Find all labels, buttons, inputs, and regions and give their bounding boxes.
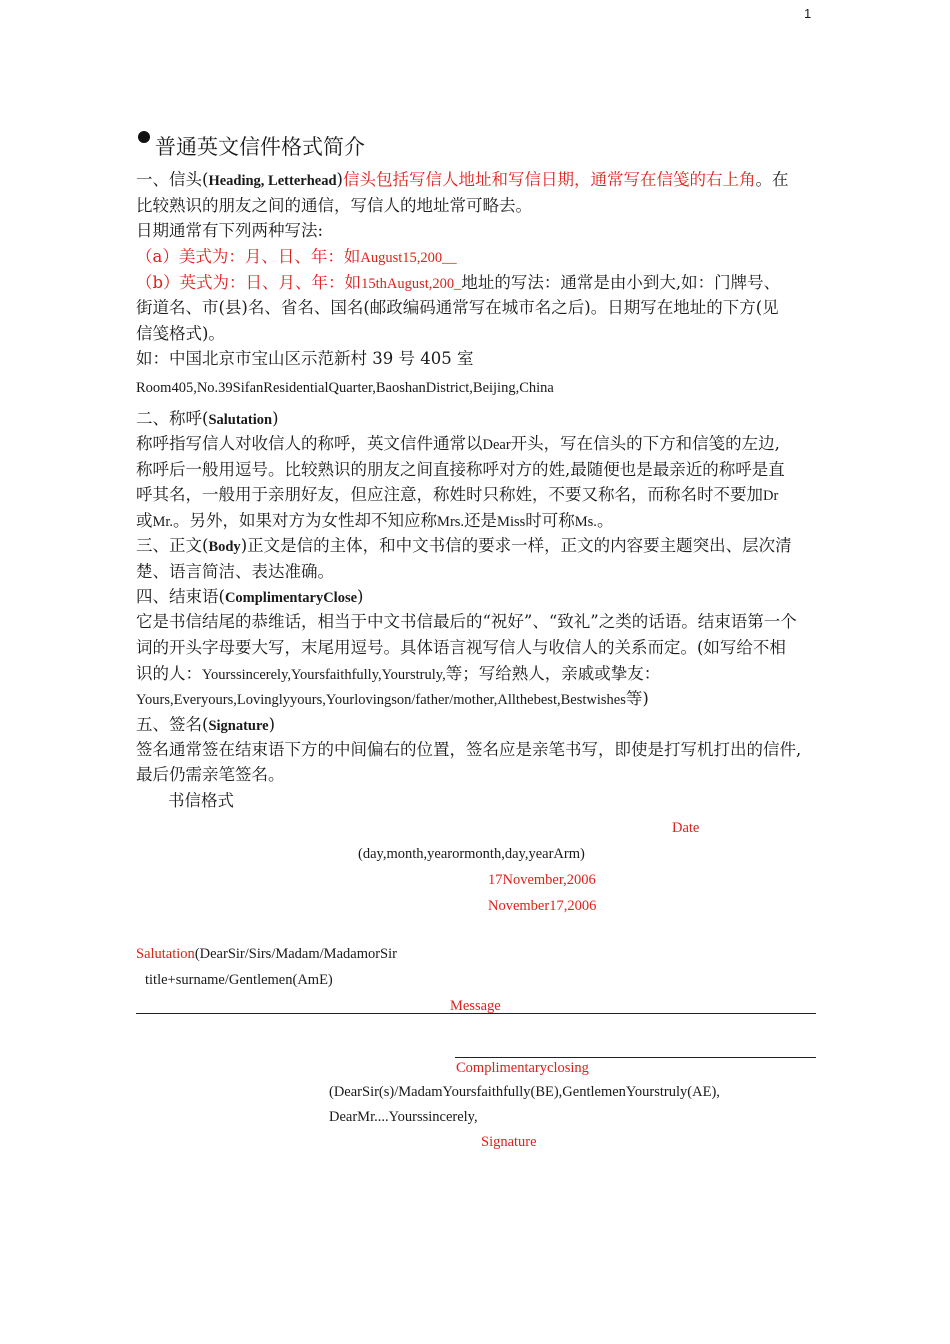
format-date-note: (day,month,yearormonth,day,yearArm) — [358, 846, 585, 862]
format-date-example-2: November17,2006 — [488, 898, 597, 914]
closing-paren: ) — [357, 587, 364, 606]
format-salutation-label: Salutation — [136, 946, 195, 962]
uk-date-format — [136, 270, 780, 297]
body-text: )正文是信的主体，和中文书信的要求一样，正文的内容要主题突出、层次清 — [240, 536, 792, 555]
format-salutation-note-2: title+surname/Gentlemen(AmE) — [145, 972, 333, 988]
format-signature-label: Signature — [481, 1134, 537, 1150]
address-rule-text: 地址的写法：通常是由小到大,如：门牌号、 — [461, 273, 781, 292]
salutation-l4g: 时可称 — [525, 511, 575, 530]
closing-l3c: 等；写给熟人，亲戚或挚友： — [445, 664, 661, 683]
salutation-line-4 — [136, 508, 613, 535]
address-example-en: Room405,No.39SifanResidentialQuarter,BaoshanDistrict,Beijing,China — [136, 380, 554, 396]
heading-line-2: 比较熟识的朋友之间的通信，写信人的地址常可略去。 — [136, 196, 532, 215]
body-prefix: 三、正文( — [136, 536, 209, 555]
closing-section-heading — [136, 584, 363, 611]
heading-red-text: 信头包括写信人地址和写信日期，通常写在信笺的右上角 — [342, 170, 756, 189]
signature-section-heading — [136, 712, 275, 739]
format-date-label: Date — [672, 820, 700, 836]
us-date-format — [136, 244, 457, 271]
salutation-line-1 — [136, 431, 780, 458]
heading-line-6: 街道名、市(县)名、省名、国名(邮政编码通常写在城市名之后)。日期写在地址的下方(见 — [136, 298, 779, 317]
salutation-l4c: 。另外，如果对方为女性却不知应称 — [173, 511, 438, 530]
closing-line-2: 词的开头字母要大写，末尾用逗号。具体语言视写信人与收信人的关系而定。(如写给不相 — [136, 638, 786, 657]
uk-date-example: 15thAugust,200_ — [361, 276, 462, 292]
salutation-l4d: Mrs. — [437, 514, 465, 530]
closing-divider — [455, 1057, 816, 1058]
signature-paren: ) — [268, 715, 276, 734]
closing-prefix: 四、结束语( — [136, 587, 225, 606]
address-example-cn: 如：中国北京市宝山区示范新村 39 号 405 室 — [136, 349, 474, 368]
letter-format-label: 书信格式 — [168, 791, 234, 810]
heading-line-7: 信笺格式)。 — [136, 324, 225, 343]
signature-line-2: 最后仍需亲笔签名。 — [136, 765, 285, 784]
signature-prefix: 五、签名( — [136, 715, 209, 734]
heading-section-prefix: 一、信头( — [136, 170, 209, 189]
closing-l4a: Yours,Everyours,Lovinglyyours,Yourlovingson/father/mother,Allthebest,Bestwishes — [136, 692, 626, 708]
salutation-l3b: Dr — [763, 488, 779, 504]
salutation-line-3 — [136, 482, 778, 509]
closing-term: ComplimentaryClose — [224, 590, 358, 606]
salutation-l1c: 开头，写在信头的下方和信笺的左边, — [510, 434, 780, 453]
salutation-prefix: 二、称呼( — [136, 409, 209, 428]
heading-paren: ) — [336, 170, 343, 189]
us-date-example: August15,200__ — [360, 250, 457, 266]
salutation-l4h: Ms. — [574, 514, 597, 530]
salutation-l1a: 称呼指写信人对收信人的称呼，英文信件通常以 — [136, 434, 483, 453]
heading-section-line-1 — [136, 167, 788, 194]
salutation-l4b: Mr. — [152, 514, 174, 530]
closing-l4b: 等) — [625, 689, 649, 708]
closing-l3b: Yourssincerely,Yoursfaithfully,Yourstruly, — [202, 667, 446, 683]
salutation-l4a: 或 — [136, 511, 153, 530]
heading-term: Heading, Letterhead — [208, 173, 337, 189]
format-salutation-line — [136, 946, 397, 963]
body-section-line-1 — [136, 533, 792, 560]
format-closing-note-2: DearMr....Yourssincerely, — [329, 1109, 478, 1125]
closing-l3a: 识的人： — [136, 664, 202, 683]
bullet-icon — [138, 131, 150, 143]
us-date-label: （a）美式为：月、日、年：如 — [136, 247, 361, 266]
salutation-paren: ) — [272, 409, 279, 428]
salutation-l3a: 呼其名，一般用于亲朋好友，但应注意，称姓时只称姓，不要又称名，而称名时不要加 — [136, 485, 763, 504]
format-message-label: Message — [450, 998, 501, 1014]
format-closing-label: Complimentaryclosing — [456, 1060, 589, 1076]
salutation-section-heading — [136, 406, 279, 433]
page-title: 普通英文信件格式简介 — [155, 135, 365, 159]
format-salutation-note-1: (DearSir/Sirs/Madam/MadamorSir — [194, 946, 397, 962]
signature-line-1: 签名通常签在结束语下方的中间偏右的位置，签名应是亲笔书写，即使是打写机打出的信件, — [136, 740, 802, 759]
heading-line-3: 日期通常有下列两种写法: — [136, 221, 324, 240]
closing-line-1: 它是书信结尾的恭维话，相当于中文书信最后的“祝好”、“致礼”之类的话语。结束语第一个 — [136, 612, 797, 631]
format-closing-note-1: (DearSir(s)/MadamYoursfaithfully(BE),GentlemenYourstruly(AE), — [329, 1084, 720, 1100]
uk-date-label: （b）英式为：日、月、年：如 — [136, 273, 362, 292]
page-number: 1 — [804, 6, 812, 21]
salutation-l4e: 还是 — [464, 511, 498, 530]
salutation-line-2: 称呼后一般用逗号。比较熟识的朋友之间直接称呼对方的姓,最随便也是最亲近的称呼是直 — [136, 460, 785, 479]
message-divider — [136, 1013, 816, 1014]
format-date-example-1: 17November,2006 — [488, 872, 596, 888]
signature-term: Signature — [208, 718, 269, 734]
closing-line-4 — [136, 686, 649, 713]
body-section-line-2: 楚、语言简洁、表达准确。 — [136, 562, 334, 581]
salutation-term: Salutation — [208, 412, 273, 428]
closing-line-3 — [136, 661, 660, 688]
heading-suffix: 。在 — [755, 170, 789, 189]
salutation-l1b: Dear — [482, 437, 511, 453]
salutation-l4f: Miss — [497, 514, 526, 530]
salutation-l4i: 。 — [596, 511, 614, 530]
body-term: Body — [208, 539, 241, 555]
